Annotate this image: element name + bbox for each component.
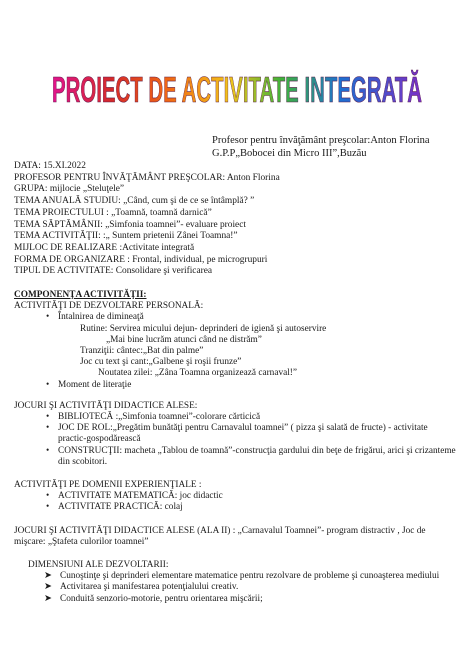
author-block: [212, 134, 430, 160]
adp-tranzitii: Tranziţii: cântec:„Bat din palme”: [80, 346, 204, 357]
adp-header: ACTIVITĂŢI DE DEZVOLTARE PERSONALĂ:: [14, 301, 204, 312]
meta-organization: FORMA DE ORGANIZARE : Frontal, individual, pe microgrupuri: [14, 254, 268, 265]
dimensiuni-item: ➤ Activitarea şi manifestarea potenţialului creativ.: [44, 582, 239, 593]
meta-activity-type: TIPUL DE ACTIVITATE: Consolidare şi verificarea: [14, 266, 213, 277]
ade-item-matematica: • ACTIVITATE MATEMATICĂ: joc didactic: [14, 491, 464, 502]
meta-project-theme: TEMA PROIECTULUI : „Toamnă, toamnă darnică”: [14, 207, 212, 218]
page-title: PROIECT DE ACTIVITATE INTEGRATĂ: [52, 69, 422, 110]
ala-item-joc-rol: • JOC DE ROL:„Pregătim bunătăţi pentru Carnavalul toamnei” ( pizza şi salată de fructe) - activitate practic-gospodărească: [14, 423, 458, 445]
ala2-text: JOCURI ŞI ACTIVITĂŢI DIDACTICE ALESE (ALA II) : „Carnavalul Toamnei”- program distractiv , Joc de mişcare: „Ştafeta culorilor toamnei”: [14, 525, 426, 547]
ade-header: ACTIVITĂŢI PE DOMENII EXPERIENŢIALE :: [14, 480, 202, 491]
adp-rutine: Rutine: Servirea micului dejun- deprinderi de igienă şi autoservire: [80, 323, 327, 334]
ala-item-biblioteca: • BIBLIOTECĂ :„Simfonia toamnei”-colorare cărticică: [14, 412, 464, 423]
meta-teacher: PROFESOR PENTRU ÎNVĂŢĂMÂNT PREŞCOLAR: Anton Florina: [14, 172, 280, 183]
ade-item-practica: • ACTIVITATE PRACTICĂ: colaj: [14, 502, 464, 513]
arrow-bullet-icon: ➤: [44, 571, 52, 582]
meta-block: [14, 161, 280, 278]
meta-week-theme: TEMA SĂPTĂMÂNII: „Simfonia toamnei”- evaluare proiect: [14, 219, 246, 230]
author-line-2: G.P.P„Bobocei din Micro III”,Buzău: [212, 148, 367, 159]
meta-date: DATA: 15.XI.2022: [14, 161, 86, 171]
adp-item-literatie: • Moment de literaţie: [14, 380, 464, 391]
dimensiuni-item: ➤ Cunoştinţe şi deprinderi elementare matematice pentru rezolvare de probleme şi cunoaşterea mediului: [44, 571, 440, 582]
author-line-1: Profesor pentru învăţământ preşcolar:Anton Florina: [212, 135, 430, 146]
dimensiuni-header: DIMENSIUNI ALE DEZVOLTARII:: [28, 560, 169, 571]
meta-means: MIJLOC DE REALIZARE :Activitate integrată: [14, 242, 195, 253]
ala-item-constructii: • CONSTRUCŢII: macheta „Tablou de toamnă”-construcţia gardului din beţe de frigărui, arici şi crizanteme din scobitori.: [14, 446, 458, 468]
adp-rutine-cont: „Mai bine lucrăm atunci când ne distrăm”: [106, 334, 262, 345]
dimensiuni-item: ➤ Conduită senzorio-motorie, pentru orientarea mişcării;: [44, 593, 263, 604]
arrow-bullet-icon: ➤: [44, 582, 52, 593]
meta-annual-theme: TEMA ANUALĂ STUDIU: „Când, cum şi de ce se întâmplă? ”: [14, 196, 255, 207]
meta-activity-theme: TEMA ACTIVITĂŢII: :„ Suntem prietenii Zânei Toamna!”: [14, 231, 238, 242]
arrow-bullet-icon: ➤: [44, 593, 52, 604]
section-title-componenta: COMPONENŢA ACTIVITĂŢII:: [14, 290, 147, 300]
adp-joc-cant: Joc cu text şi cant:„Galbene şi roşii frunze”: [80, 357, 242, 368]
adp-item-intalnirea: • Întalnirea de dimineaţă: [14, 312, 464, 323]
ala-header: JOCURI ŞI ACTIVITĂŢI DIDACTICE ALESE:: [14, 400, 198, 411]
meta-group: GRUPA: mijlocie „Steluţele”: [14, 184, 125, 195]
adp-noutatea: Noutatea zilei: „Zâna Toamna organizează carnaval!”: [98, 368, 298, 379]
title-banner: [0, 40, 474, 130]
document-body: [14, 290, 464, 605]
